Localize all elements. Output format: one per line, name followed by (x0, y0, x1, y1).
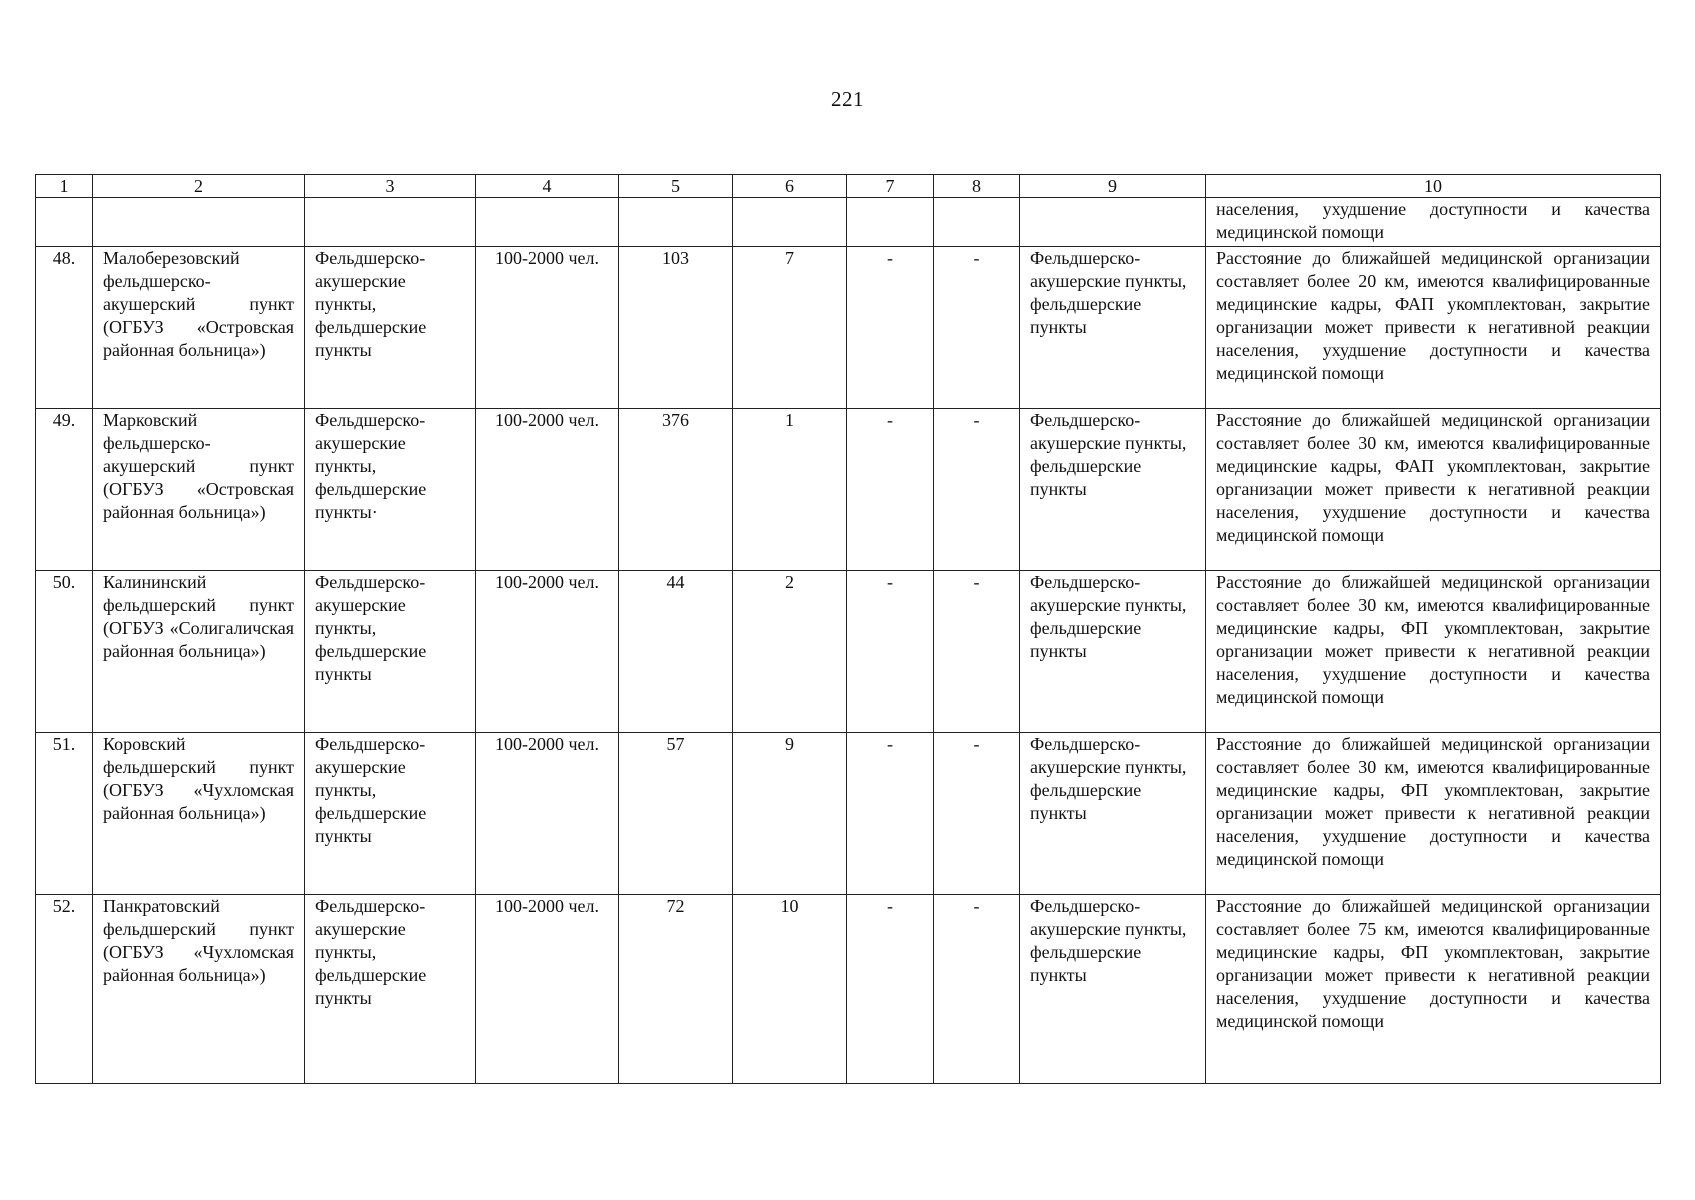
facility-type: Фельдшерско-акушерские пункты, фельдшерские пункты· (305, 409, 476, 571)
continuation-row (36, 198, 1661, 247)
empty-cell (619, 198, 733, 247)
empty-cell (305, 198, 476, 247)
row-number: 52. (36, 895, 93, 1084)
population-range: 100-2000 чел. (476, 895, 619, 1084)
column-header: 4 (476, 175, 619, 198)
column-7-value: - (847, 895, 934, 1084)
column-number-row (36, 175, 1661, 198)
table-row (36, 409, 1661, 571)
empty-cell (93, 198, 305, 247)
target-type: Фельдшерско-акушерские пункты, фельдшерские пункты (1020, 409, 1206, 571)
population-range: 100-2000 чел. (476, 409, 619, 571)
empty-cell (847, 198, 934, 247)
population-range: 100-2000 чел. (476, 247, 619, 409)
column-8-value: - (934, 571, 1020, 733)
facility-type: Фельдшерско-акушерские пункты, фельдшерские пункты (305, 895, 476, 1084)
population-range: 100-2000 чел. (476, 733, 619, 895)
facility-type: Фельдшерско-акушерские пункты, фельдшерские пункты (305, 571, 476, 733)
column-header: 10 (1206, 175, 1661, 198)
row-number: 48. (36, 247, 93, 409)
column-header: 9 (1020, 175, 1206, 198)
column-6-value: 7 (733, 247, 847, 409)
row-number: 49. (36, 409, 93, 571)
empty-cell (476, 198, 619, 247)
column-8-value: - (934, 895, 1020, 1084)
column-6-value: 10 (733, 895, 847, 1084)
column-8-value: - (934, 733, 1020, 895)
column-header: 3 (305, 175, 476, 198)
column-6-value: 2 (733, 571, 847, 733)
empty-cell (733, 198, 847, 247)
column-header: 5 (619, 175, 733, 198)
column-header: 7 (847, 175, 934, 198)
column-6-value: 1 (733, 409, 847, 571)
justification: Расстояние до ближайшей медицинской организации составляет более 75 км, имеются квалифицированные медицинские кадры, ФП укомплектован, закрытие организации может привести к негативной реакции населения, ухудшение доступности и качества медицинской помощи (1206, 895, 1661, 1084)
justification: Расстояние до ближайшей медицинской организации составляет более 30 км, имеются квалифицированные медицинские кадры, ФП укомплектован, закрытие организации может привести к негативной реакции населения, ухудшение доступности и качества медицинской помощи (1206, 571, 1661, 733)
column-8-value: - (934, 247, 1020, 409)
empty-cell (36, 198, 93, 247)
page-number: 221 (831, 87, 864, 111)
facility-type: Фельдшерско-акушерские пункты, фельдшерские пункты (305, 733, 476, 895)
target-type: Фельдшерско-акушерские пункты, фельдшерские пункты (1020, 733, 1206, 895)
continuation-reason: населения, ухудшение доступности и качества медицинской помощи (1206, 198, 1661, 247)
empty-cell (934, 198, 1020, 247)
column-7-value: - (847, 247, 934, 409)
population-range: 100-2000 чел. (476, 571, 619, 733)
column-8-value: - (934, 409, 1020, 571)
target-type: Фельдшерско-акушерские пункты, фельдшерские пункты (1020, 571, 1206, 733)
justification: Расстояние до ближайшей медицинской организации составляет более 20 км, имеются квалифицированные медицинские кадры, ФАП укомплектован, закрытие организации может привести к негативной реакции населения, ухудшение доступности и качества медицинской помощи (1206, 247, 1661, 409)
facilities-table (35, 174, 1661, 1084)
facility-name: Малоберезовский фельдшерско-акушерский пункт (ОГБУЗ «Островская районная больница») (93, 247, 305, 409)
table-row (36, 895, 1661, 1084)
table-row (36, 247, 1661, 409)
column-5-value: 72 (619, 895, 733, 1084)
column-7-value: - (847, 571, 934, 733)
justification: Расстояние до ближайшей медицинской организации составляет более 30 км, имеются квалифицированные медицинские кадры, ФАП укомплектован, закрытие организации может привести к негативной реакции населения, ухудшение доступности и качества медицинской помощи (1206, 409, 1661, 571)
column-6-value: 9 (733, 733, 847, 895)
empty-cell (1020, 198, 1206, 247)
facility-name: Марковский фельдшерско-акушерский пункт (ОГБУЗ «Островская районная больница») (93, 409, 305, 571)
facility-type: Фельдшерско-акушерские пункты, фельдшерские пункты (305, 247, 476, 409)
target-type: Фельдшерско-акушерские пункты, фельдшерские пункты (1020, 895, 1206, 1084)
column-7-value: - (847, 409, 934, 571)
target-type: Фельдшерско-акушерские пункты, фельдшерские пункты (1020, 247, 1206, 409)
column-header: 1 (36, 175, 93, 198)
table-row (36, 571, 1661, 733)
row-number: 51. (36, 733, 93, 895)
column-7-value: - (847, 733, 934, 895)
row-number: 50. (36, 571, 93, 733)
column-5-value: 44 (619, 571, 733, 733)
facility-name: Коровский фельдшерский пункт (ОГБУЗ «Чухломская районная больница») (93, 733, 305, 895)
column-5-value: 376 (619, 409, 733, 571)
column-5-value: 103 (619, 247, 733, 409)
column-header: 2 (93, 175, 305, 198)
column-header: 8 (934, 175, 1020, 198)
facility-name: Калининский фельдшерский пункт (ОГБУЗ «Солигаличская районная больница») (93, 571, 305, 733)
column-5-value: 57 (619, 733, 733, 895)
column-header: 6 (733, 175, 847, 198)
facility-name: Панкратовский фельдшерский пункт (ОГБУЗ «Чухломская районная больница») (93, 895, 305, 1084)
table-row (36, 733, 1661, 895)
justification: Расстояние до ближайшей медицинской организации составляет более 30 км, имеются квалифицированные медицинские кадры, ФП укомплектован, закрытие организации может привести к негативной реакции населения, ухудшение доступности и качества медицинской помощи (1206, 733, 1661, 895)
